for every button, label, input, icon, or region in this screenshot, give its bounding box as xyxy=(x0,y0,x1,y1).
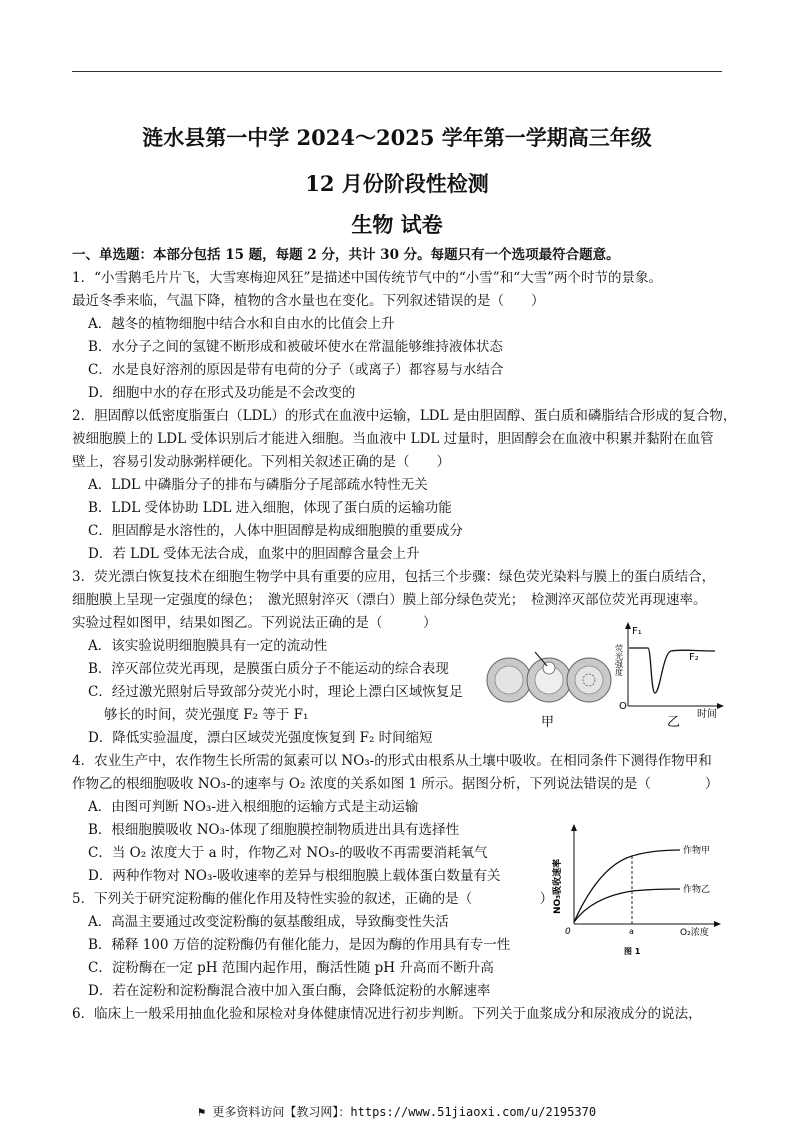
q2-option-c: C．胆固醇是水溶性的，人体中胆固醇是构成细胞膜的重要成分 xyxy=(88,523,463,539)
uptake-graph xyxy=(571,824,721,927)
q3-figure xyxy=(485,618,725,730)
cell-diagram-bleached xyxy=(527,652,571,702)
q2-option-b: B．LDL 受体协助 LDL 进入细胞，体现了蛋白质的运输功能 xyxy=(88,500,452,516)
q4-stem-line2: 作物乙的根细胞吸收 NO₃-的速率与 O₂ 浓度的关系如图 1 所示。据图分析，下列说法错误的是（ ） xyxy=(72,776,719,792)
fig-label-f1: F₁ xyxy=(632,626,642,637)
q1-option-c: C．水是良好溶剂的原因是带有电荷的分子（或离子）都容易与水结合 xyxy=(88,362,504,378)
exam-title-subject: 生物 试卷 xyxy=(351,212,443,237)
q5-option-b: B．稀释 100 万倍的淀粉酶仍有催化能力，是因为酶的作用具有专一性 xyxy=(88,937,511,953)
fig1-series-yi: 作物乙 xyxy=(683,885,711,895)
cell-diagram-recovered xyxy=(567,658,611,702)
q1-option-d: D．细胞中水的存在形式及功能是不会改变的 xyxy=(88,385,356,401)
fig-label-time: 时间 xyxy=(697,709,717,720)
q1-option-a: A．越冬的植物细胞中结合水和自由水的比值会上升 xyxy=(88,316,395,332)
q1-stem-line2: 最近冬季来临，气温下降，植物的含水量也在变化。下列叙述错误的是（ ） xyxy=(72,293,545,309)
flag-icon: ⚑ xyxy=(197,1105,213,1119)
cell-diagram-before xyxy=(487,658,531,702)
q1-option-b: B．水分子之间的氢键不断形成和被破坏使水在常温能够维持液体状态 xyxy=(88,339,503,355)
fig1-xlabel: O₂浓度 xyxy=(680,928,709,938)
q1-stem-line1: 1．“小雪鹅毛片片飞，大雪寒梅迎风狂”是描述中国传统节气中的“小雪”和“大雪”两个时节的景象。 xyxy=(72,270,662,286)
q3-option-b: B．淬灭部位荧光再现，是膜蛋白质分子不能运动的综合表现 xyxy=(88,661,449,677)
q2-option-d: D．若 LDL 受体无法合成，血浆中的胆固醇含量会上升 xyxy=(88,546,420,562)
q3-stem-line3: 实验过程如图甲，结果如图乙。下列说法正确的是（ ） xyxy=(72,615,437,631)
q2-stem-line1: 2．胆固醇以低密度脂蛋白（LDL）的形式在血液中运输，LDL 是由胆固醇、蛋白质和磷脂结合形成的复合物， xyxy=(72,408,737,424)
q4-option-a: A．由图可判断 NO₃-进入根细胞的运输方式是主动运输 xyxy=(88,799,419,815)
q4-figure-1 xyxy=(552,822,722,968)
q5-stem: 5．下列关于研究淀粉酶的催化作用及特性实验的叙述，正确的是（ ） xyxy=(72,891,554,907)
fig-label-origin: O xyxy=(619,701,627,712)
q3-option-a: A．该实验说明细胞膜具有一定的流动性 xyxy=(88,638,328,654)
fig1-ylabel: NO₃吸收速率 xyxy=(553,858,563,914)
q2-stem-line3: 壁上，容易引发动脉粥样硬化。下列相关叙述正确的是（ ） xyxy=(72,454,450,470)
q4-option-d: D．两种作物对 NO₃-吸收速率的差异与根细胞膜上载体蛋白数量有关 xyxy=(88,868,501,884)
q3-stem-line1: 3．荧光漂白恢复技术在细胞生物学中具有重要的应用，包括三个步骤：绿色荧光染料与膜上的蛋白质结合， xyxy=(72,569,716,585)
q2-stem-line2: 被细胞膜上的 LDL 受体识别后才能进入细胞。当血液中 LDL 过量时，胆固醇会在血液中积累并黏附在血管 xyxy=(72,431,714,447)
footer-text: 更多资料访问【教习网】：https://www.51jiaoxi.com/u/2195370 xyxy=(212,1105,597,1119)
q4-option-b: B．根细胞膜吸收 NO₃-体现了细胞膜控制物质进出具有选择性 xyxy=(88,822,460,838)
q3-stem-line2: 细胞膜上呈现一定强度的绿色； 激光照射淬灭（漂白）膜上部分绿色荧光； 检测淬灭部位荧光再现速率。 xyxy=(72,592,707,608)
q5-option-d: D．若在淀粉和淀粉酶混合液中加入蛋白酶，会降低淀粉的水解速率 xyxy=(88,983,491,999)
fig1-a-mark: a xyxy=(629,927,634,936)
q3-option-c-line2: 够长的时间，荧光强度 F₂ 等于 F₁ xyxy=(104,707,309,723)
q4-option-c: C．当 O₂ 浓度大于 a 时，作物乙对 NO₃-的吸收不再需要消耗氧气 xyxy=(88,845,488,861)
q3-option-d: D．降低实验温度，漂白区域荧光强度恢复到 F₂ 时间缩短 xyxy=(88,730,433,746)
exam-title-month: 12 月份阶段性检测 xyxy=(305,171,489,196)
q3-option-c-line1: C．经过激光照射后导致部分荧光小时，理论上漂白区域恢复足 xyxy=(88,684,463,700)
fig-label-jia: 甲 xyxy=(541,715,555,730)
q4-stem-line1: 4．农业生产中，农作物生长所需的氮素可以 NO₃-的形式由根系从土壤中吸收。在相同条件下测得作物甲和 xyxy=(72,753,712,769)
q2-option-a: A．LDL 中磷脂分子的排布与磷脂分子尾部疏水特性无关 xyxy=(88,477,428,493)
q5-option-a: A．高温主要通过改变淀粉酶的氨基酸组成，导致酶变性失活 xyxy=(88,914,449,930)
header-rule xyxy=(72,71,722,72)
section-heading: 一、单选题：本部分包括 15 题，每题 2 分，共计 30 分。每题只有一个选项最符合题意。 xyxy=(72,247,620,263)
fig-label-fluorescence: 荧光强度 xyxy=(614,644,624,676)
footer-link[interactable] xyxy=(0,1103,794,1120)
fig-label-f2: F₂ xyxy=(689,652,699,663)
fig1-origin: 0 xyxy=(565,927,571,937)
fig-label-yi: 乙 xyxy=(667,715,681,730)
fig1-caption: 图 1 xyxy=(624,947,641,956)
exam-title-school: 涟水县第一中学 2024～2025 学年第一学期高三年级 xyxy=(142,125,652,150)
q6-stem-line1: 6．临床上一般采用抽血化验和尿检对身体健康情况进行初步判断。下列关于血浆成分和尿液成分的说法， xyxy=(72,1006,702,1022)
fig1-series-jia: 作物甲 xyxy=(683,846,711,856)
q5-option-c: C．淀粉酶在一定 pH 范围内起作用，酶活性随 pH 升高而不断升高 xyxy=(88,960,494,976)
